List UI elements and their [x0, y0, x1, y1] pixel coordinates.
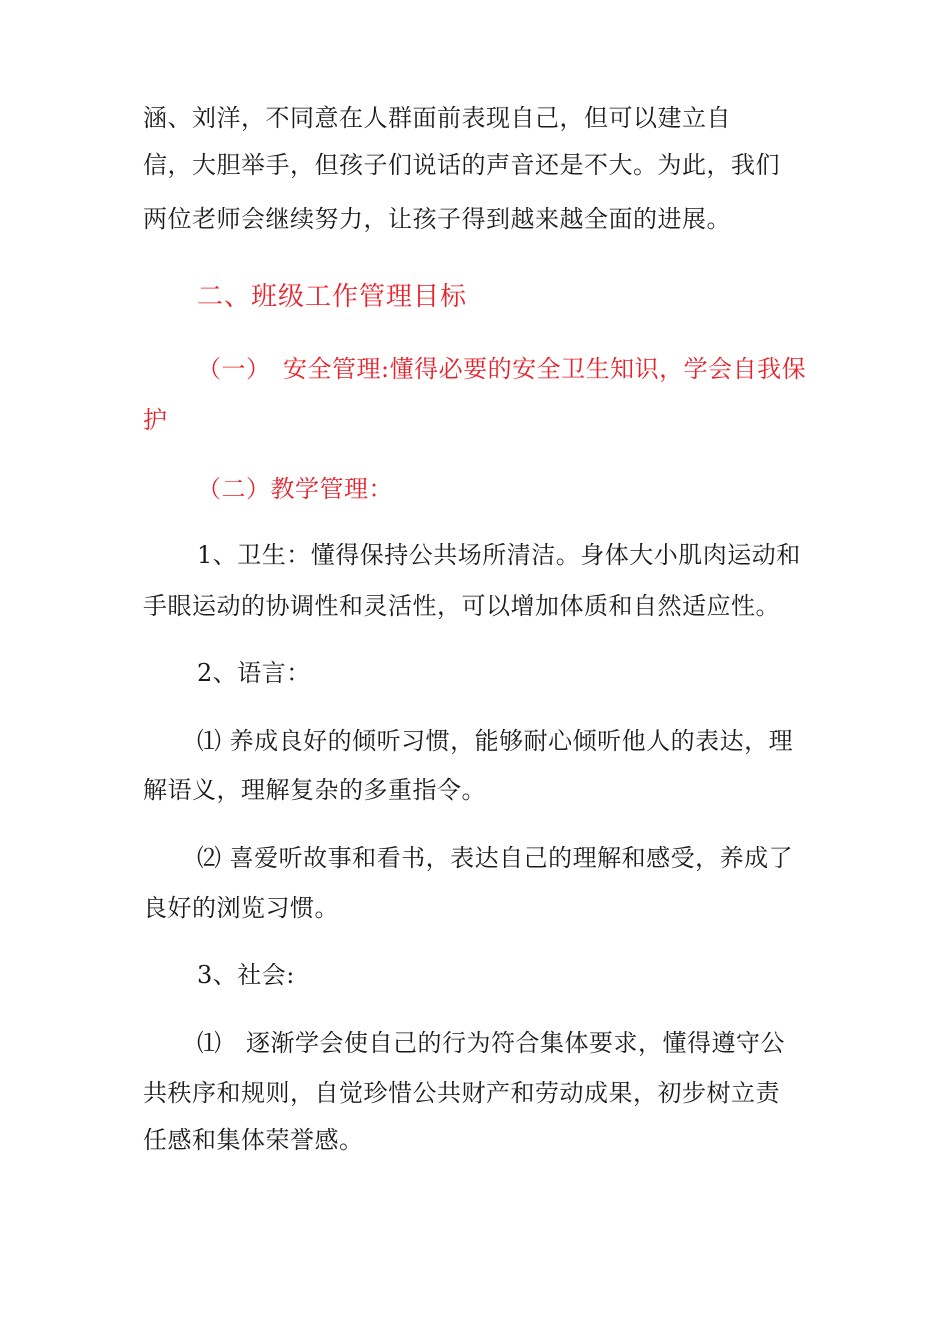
- language-heading: 2、语言：: [197, 659, 311, 687]
- social-item-1-line-1: ⑴ 逐渐学会使自己的行为符合集体要求，懂得遵守公: [197, 1029, 785, 1057]
- language-item-1-line-2: 解语义，理解复杂的多重指令。: [143, 776, 486, 804]
- language-item-2-line-1: ⑵ 喜爱听故事和看书，表达自己的理解和感受，养成了: [197, 844, 794, 872]
- language-item-1-line-1: ⑴ 养成良好的倾听习惯，能够耐心倾听他人的表达，理: [197, 727, 794, 755]
- safety-management-line-1: （一） 安全管理:懂得必要的安全卫生知识，学会自我保: [197, 355, 807, 383]
- social-item-1-line-3: 任感和集体荣誉感。: [143, 1126, 364, 1154]
- teaching-management-heading: （二）教学管理：: [197, 475, 393, 503]
- social-heading: 3、社会:: [197, 961, 295, 989]
- section-heading-class-management-goals: 二、班级工作管理目标: [197, 282, 468, 312]
- hygiene-line-2: 手眼运动的协调性和灵活性，可以增加体质和自然适应性。: [143, 592, 780, 620]
- intro-line-2: 信，大胆举手，但孩子们说话的声音还是不大。为此，我们: [143, 151, 780, 179]
- social-item-1-line-2: 共秩序和规则，自觉珍惜公共财产和劳动成果，初步树立责: [143, 1079, 780, 1107]
- hygiene-line-1: 1、卫生：懂得保持公共场所清洁。身体大小肌肉运动和: [197, 541, 801, 569]
- language-item-2-line-2: 良好的浏览习惯。: [143, 894, 339, 922]
- safety-management-line-2: 护: [143, 406, 168, 434]
- intro-line-1: 涵、刘洋，不同意在人群面前表现自己，但可以建立自: [143, 104, 731, 132]
- intro-line-3: 两位老师会继续努力，让孩子得到越来越全面的进展。: [143, 205, 731, 233]
